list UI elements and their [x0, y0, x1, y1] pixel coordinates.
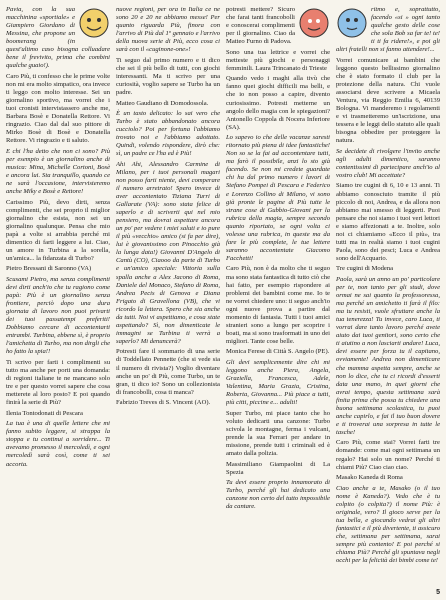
editor-reply: Pavia, con la sua macchinina «sportiale» e Giampiero Giordano di Messina, che propone un boomerang (in quest'ultimo caso bisogna colluadare bene il frevivito, prima che combini qualche guaio!).: [6, 6, 110, 70]
cartoon-character-illustration: [336, 7, 368, 39]
reader-letter: Caro Più, non è da molto che ti seguo ma sono stata fantastica di tutto ciò che hai fatto, per esempio rispondere ai problemi dei bambini come me. Io te ne vorrei chiedere uno: ti seguo anch'io ogni nuove prova a partire dal momento di fantasia. Tutti i tuoi amici stranieri sono a lungo per scoprire i boati, ma si sono trasformati in uno dei migliori. Tante cose belle.: [226, 265, 330, 345]
reader-letter: Caro Più, ti confesso che le prime volte non mi era molto simpatico, ora invece ti leggo con molto interesse. Sei un giornalino sportivo, ma vorrei che i tuoi cronisti intervistassero anche me, Barbara Bosè e Donatella Rettore. Vi ringrazio. Ciao dal dal suo pittore di Mirko Bosè di Bosè e Donatella Rettore. Vi ringrazio e ti saluto.: [6, 72, 110, 145]
editor-reply: Lo sapevo io che delle vacanze saresti ritornato più piena di idee fantastiche! Non so se la fai ad accontentare tutti, ma farò il possibile, anzi lo sto già facendo. Se non mi credete guardate chi ha dal primo numero i lavori di Stefano Pompei di Pescara e Federico e Lorenzo Collino di Milano, vi sono già pronte le pagine di Più tutte le strane cose di Gubbio-Giovani per la rubrica della magia, sempre secondo quanto riportato, se ogni volta ci volesse una rubrica, in queste ma da fare le più complete, le tue lettere saranno accontentate Giacomo Facchetti!: [226, 134, 330, 262]
reader-letter: Ti scrivo per farti i complimenti su tutto ma anche per porti una domanda: di regioni italiane te ne mancano solo tre e per questo vorrei sapere che cosa metterete al loro posto? E poi quando finirà la serie di Più?: [6, 358, 110, 407]
letter-signature: Matteo Gaudiano di Domodossola.: [116, 99, 209, 107]
letter-signature: Monica Ferese di Città S. Angelo (PE).: [226, 348, 330, 356]
reader-letter: Carissimo Più, devo dirti, senza complimenti, che sei proprio il miglior giornalino che esista, non sei un giornalino qualunque. Pensa che mio papà a volte si arrabbia perché mi dimentico di farti leggere a lui. Ciao, un amore in Turbina a la sorella, un'amica... la fidanzata di Turbo?: [6, 198, 110, 262]
editor-reply: E chi l'ha detto che non ci sono? Più per esempio è un giornalino anche di musica: Mina, Michelle Cortoni, Bosè e ancora lui. Sta tranquillo, quando ce ne sarà l'occasione, intervisteremo anche Miky e Bosè e Rettore!: [6, 147, 110, 196]
text-column-2: [116, 6, 220, 596]
letter-signature: Tre cugini di Modena: [336, 265, 394, 273]
reader-letter: Sono una tua lettrice e vorrei che metteste più giochi e personaggi femminili. Laura Trincanato di Trieste: [226, 48, 330, 72]
letter-signature: Ilenia Tontodonati di Pescara: [6, 409, 83, 417]
letter-signature: Masako Kaneda di Roma: [336, 474, 403, 482]
editor-reply: Tu devi essere proprio innamorato di Turbo, perché gli hai dedicato una canzone non certo del tutto impossibile da cantare.: [226, 479, 330, 511]
editor-reply: Ciao anche a te, Masako (o il tuo nome è Kaneda?). Vedo che è tu colpito (o colpita?) il nome Più: è originale, vero? Il gioco serve per la tua bella, e giocando vedrai gli altri fantastici e il più divertente, ti assicuro che, settimana per settimana, sarai sempre più contento! E poi perché si chiama Più? Perché gli spuntava negli occhi per la felicità dei bimbi come te!: [336, 484, 440, 565]
editor-reply: Se decidete di rivolgere l'invito anche agli adulti dimentico, saranno contentissimi di partecipare anch'io al vostro club! Mi accettate?: [336, 147, 440, 179]
mascot-sticker-illustration: [298, 7, 330, 39]
editor-reply: nuove regioni, per ora in Italia ce ne sono 20 e 20 ne abbiamo messe! Per quanto riguarda Più, finora con l'arrivo di Più dal 1º gennaio e l'arrivo della nuova serie di Più, ecco cosa ci sarà con il «cuginone-one»!: [116, 6, 220, 54]
reader-letter: potresti mettere? Sicuro che farai tanti francobolli e conoscerai complimenti per il giornalino. Ciao da Matteo Furno di Padova.: [226, 6, 295, 46]
letter-signature: Pietro Bressani di Saronno (VA): [6, 265, 92, 273]
reader-letter: Super Turbo, mi piace tanto che ho voluto dedicarti una canzone: Turbo scivola le montagne, ferma i vulcani, prende la sua Ferrari per andare in missione, prende tutti i criminali ed è amato dalla polizia.: [226, 409, 330, 457]
editor-reply: È un tasto delicato: lo sai vero che Turbo è stato abbandonato ancora cucciolo? Poi per fortuna l'abbiamo trovato noi e l'abbiamo adottato. Quindi, volendo rispondere, dirò che: sì, un padre ce l'ha ed è Più!: [116, 110, 220, 158]
editor-reply: ritmo e, soprattutto, facendo «si » ogni tanto qualche gesto delle cose che sola Bob sa far te! te! ti ti fa ridere!», e poi gli altri fratelli non si fanno attendere!...: [336, 6, 440, 54]
letter-signature: Fabrizio Treves di S. Vincent (AO).: [116, 399, 211, 407]
editor-reply: La tua è una di quelle lettere che mi fanno subito leggere, si strappa la stoppa e tu continui a sorridere... Ti avevamo promesso il mercoledì, e ogni mercoledì sarà così, come ti sei accorta.: [6, 420, 110, 468]
page-number: 5: [436, 589, 440, 596]
text-column-4: [336, 6, 440, 596]
letter-signature: Massimiliano Giampaolini di La Spezia: [226, 460, 330, 476]
editor-reply: Scusami Pietro, ma senza complimenti devi dirti anch'io che tu ragiono come papà: Più è un giornalino senza frontiere, perciò dopo una dura giornata di lavoro non puoi privarti dei tuoi passatempi preferiti! Dobbiamo cercare di accontentarti entrambi. Turbina, ebbene sì, è proprio l'amichetta di Turbo, ma non dirgli che ho fatto la spia!!: [6, 276, 110, 356]
cartoon-face-illustration: [78, 7, 110, 39]
reader-letter: Caro Più, come stai? Vorrei farti tre domande: come mai ogni settimana un regalo? Hai solo un nome? Perché ti chiami Più? Ciao ciao ciao.: [336, 439, 440, 471]
text-column-1: [6, 6, 110, 596]
editor-reply: Ahi Ahi, Alessandro Carmine di Milano, per i tuoi personali magari non posso farti niente, devi comperare il numero arretrato! Spero invece di aver accontentato Tiziana Turri di Gallarate (VA): sono stata felice di saperlo e di scriverti qui nel mio pensiero, ma dovrai aspettare ancora un po' per vedere i miei saluti e io pure il più «vecchio» amico (si fa per dire), lui è giovanissimo con Pinocchio già la lunga data!) Giovanni D'Angelo di Cantù (CO), Ciaooo da parte di Turbo e un'amico speciale: Vittoria sulla spalla anche a Alex Jacono di Roma, Daniele del Monaco, Stefano di Roma, Andrea Pecis di Genova e Diana Frigato di Gravellona (VB), che vi ricordo la lettera. Spero che sia anche da tutti. Noi vi aspettiamo, e cosa state aspettando? Sì, non dimenticate le immagini se Turbina ti verrà a saperlo? Mi denuncerà?: [116, 160, 220, 345]
reader-letter: Quando vedo i maghi alla tivù che fanno quei giochi difficili ma belli, e che io non posso a capire, divento curiosissimo. Potresti metterne un angolo dello magia con le spiegazioni? Antonello Coppola di Nocera Inferiore (SA).: [226, 75, 330, 131]
reader-letter: Vorrei comunicare ai bambini che leggono questo bellissimo giornalino che è stato formato il club per la protezione della natura. Chi vuole associarsi deve scrivere a Micaela Ventura, via Reggio Emilia 6, 40139 Bologna. Vi manderemo i regolamenti e vi trasmetteremo un'iscrizione, una tessera e le leggi dello statuto alle quali bisogna obbedire per proteggere la natura.: [336, 56, 440, 145]
editor-reply: Gli devi semplicemente dire chi mi leggono anche Piera, Angela, Graziella, Francesca, Adele, Valentina, Maria Grazia, Cristina, Roberta, Giovanna... Più piace a tutti, più citti, piccine e... adulti!: [226, 358, 330, 407]
reader-letter: Siamo tre cugini di 6, 10 e 13 anni. Ti abbiamo conosciuto tramite il più piccolo di noi, Andrea, e da allora non abbiamo mai smesso di leggerti. Puoi pensare che noi siamo i tuoi veri lettori e siamo affezionati a te. Inoltre, solo noi ci chiamiamo «Ecco il più», tra tutti ma in realtà siamo i tuoi cugini Paola, sono dei pesci; Luca e Andrea sono dell'Acquario.: [336, 182, 440, 262]
editor-reply: Paola, sarà un anno un po' particolare per te, non tanto per gli studi, dove ormai ne sai quanto la professoressa, ma perché un amichetto ti farà il filo: ma tu resisti, vuole sfruttare anche la tua tenerezza! Tu invece, caro Luca, ti vorrai dare tanto lavoro perché avete aiuto dai tuoi genitori, sono certo che ti aiutino a non lasciarti andare! Luca, devi essere per forza tu il capitano, ovviamente! Andrea non dimenticare che mamma aspetta sempre, anche se non lo dice, che tu ci ricordi d'esserti data una mano, in quei giorni che avrai tempo, questa settimana sarà finita prima che possa tu chiedere una buona settimana scolastica, tu puoi anche capirlo, e fai il tuo buon dovere e ti troverai una sorpresa in tutte le tasche!: [336, 276, 440, 436]
text-column-3: [226, 6, 330, 596]
reader-letter: Potresti fare il sommario di una serie di Toddellato Pennette (che si vede sia il numero di rivista?) Voglio diventare anche un po' di Più, come Turbo, un te gran, ti dico io? Sono un collezionista di francobolli, cosa ti manca?: [116, 348, 220, 396]
reader-letter: Ti seguo dal primo numero e ti dico che sei il più bello di tutti, con giochi interessanti. Ma ti scrivo per una curiosità, voglio sapere se Turbo ha un padre.: [116, 56, 220, 96]
